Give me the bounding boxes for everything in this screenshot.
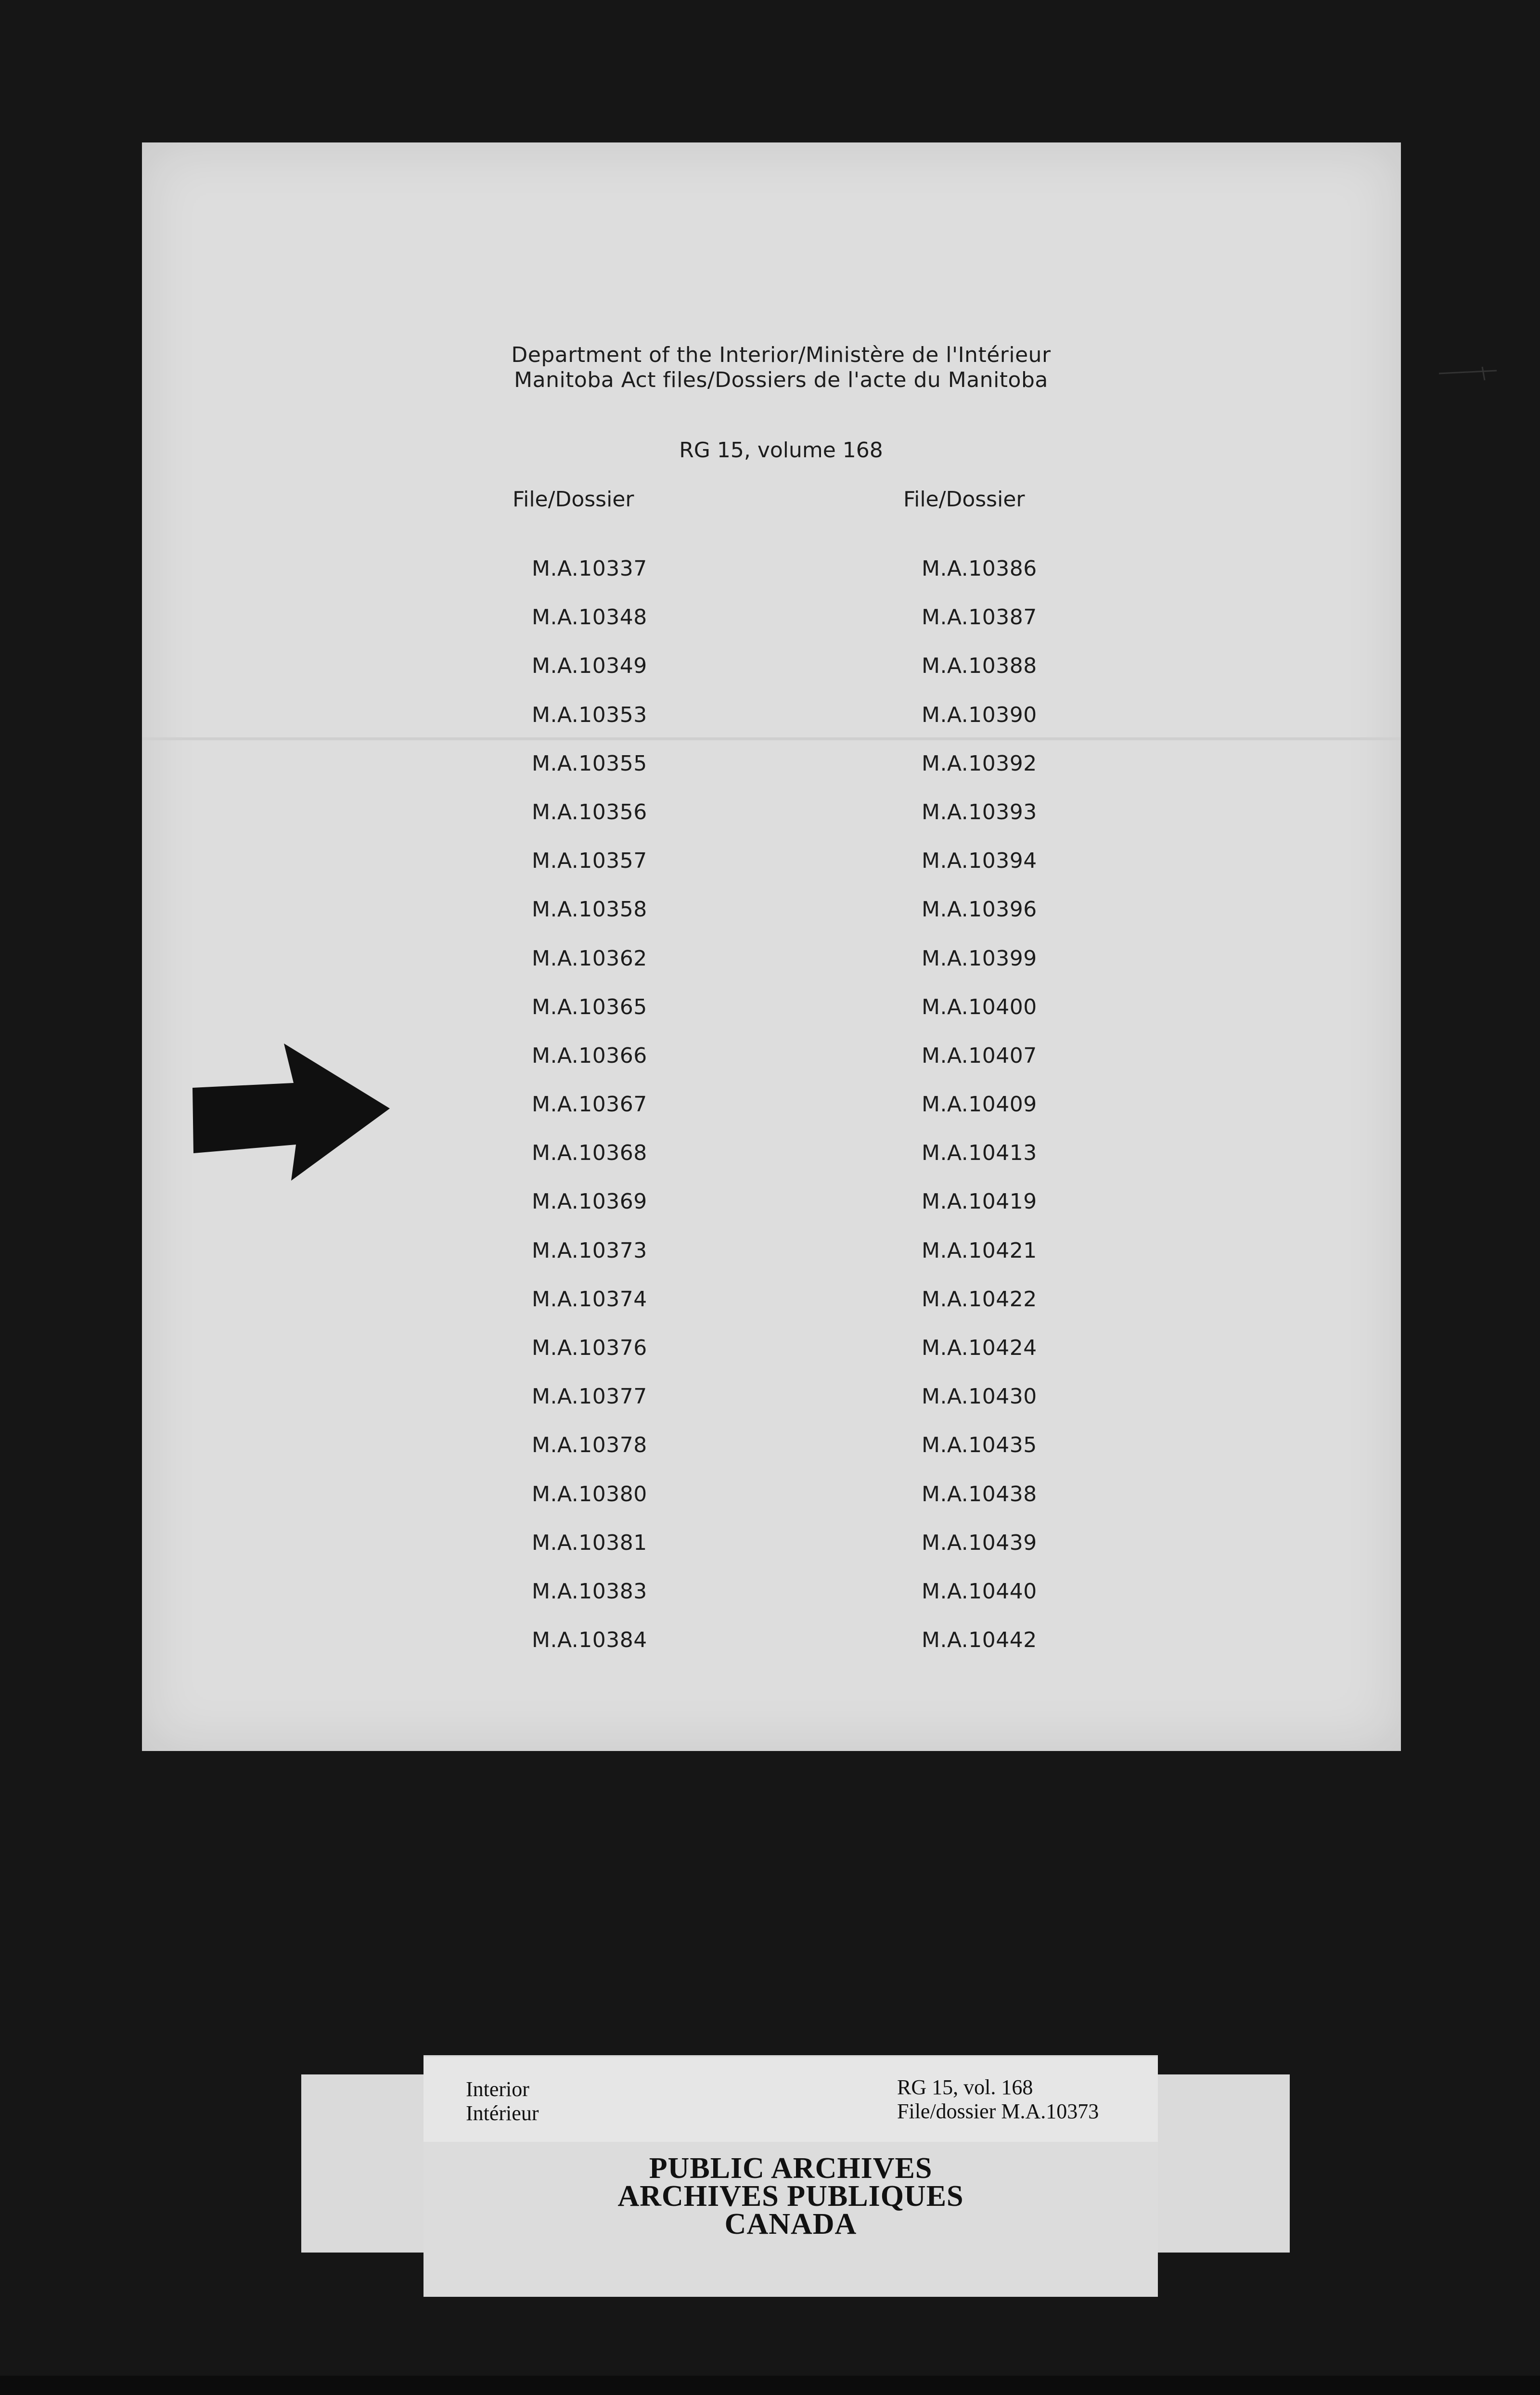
label-gap-right: [1158, 2057, 1254, 2074]
file-entry: M.A.10392: [922, 751, 1037, 776]
file-entry: M.A.10362: [532, 946, 647, 971]
paper-fold-line: [142, 737, 1401, 740]
file-list-left: [532, 556, 647, 1676]
document-sheet: [142, 142, 1401, 1751]
file-entry: M.A.10337: [532, 556, 647, 581]
file-entry: M.A.10421: [922, 1238, 1037, 1263]
label-department-en: Interior: [466, 2077, 529, 2101]
file-entry: M.A.10388: [922, 654, 1037, 679]
stamp-line-en: PUBLIC ARCHIVES: [649, 2152, 933, 2185]
file-entry: M.A.10374: [532, 1287, 647, 1312]
file-entry: M.A.10368: [532, 1141, 647, 1166]
stamp-line-fr: ARCHIVES PUBLIQUES: [617, 2180, 964, 2213]
file-entry: M.A.10355: [532, 751, 647, 776]
film-edge: [0, 2376, 1540, 2395]
file-entry: M.A.10366: [532, 1043, 647, 1068]
file-entry: M.A.10387: [922, 605, 1037, 630]
file-entry: M.A.10348: [532, 605, 647, 630]
file-entry: M.A.10396: [922, 897, 1037, 922]
file-entry: M.A.10440: [922, 1579, 1037, 1604]
file-entry: M.A.10376: [532, 1336, 647, 1360]
header-department: Department of the Interior/Ministère de l'Intérieur: [511, 343, 1051, 367]
file-entry: M.A.10381: [532, 1530, 647, 1555]
file-entry: M.A.10442: [922, 1628, 1037, 1653]
label-department-fr: Intérieur: [466, 2101, 539, 2125]
file-entry: M.A.10419: [922, 1189, 1037, 1214]
file-entry: M.A.10409: [922, 1092, 1037, 1117]
file-entry: M.A.10393: [922, 799, 1037, 824]
file-entry: M.A.10383: [532, 1579, 647, 1604]
file-entry: M.A.10349: [532, 654, 647, 679]
volume-reference: RG 15, volume 168: [679, 438, 883, 463]
file-entry: M.A.10399: [922, 946, 1037, 971]
file-entry: M.A.10373: [532, 1238, 647, 1263]
file-entry: M.A.10369: [532, 1189, 647, 1214]
file-entry: M.A.10407: [922, 1043, 1037, 1068]
pen-mark-icon: [1437, 364, 1499, 383]
file-entry: M.A.10390: [922, 702, 1037, 727]
file-entry: M.A.10435: [922, 1433, 1037, 1458]
file-entry: M.A.10357: [532, 849, 647, 874]
file-entry: M.A.10438: [922, 1481, 1037, 1507]
column-header-left: File/Dossier: [513, 487, 634, 512]
stamp-line-country: CANADA: [724, 2208, 857, 2240]
file-entry: M.A.10386: [922, 556, 1037, 581]
file-entry: M.A.10367: [532, 1092, 647, 1117]
file-entry: M.A.10365: [532, 994, 647, 1019]
file-entry: M.A.10377: [532, 1384, 647, 1409]
file-entry: M.A.10378: [532, 1433, 647, 1458]
file-entry: M.A.10430: [922, 1384, 1037, 1409]
file-entry: M.A.10400: [922, 994, 1037, 1019]
file-list-right: [922, 556, 1037, 1676]
file-entry: M.A.10384: [532, 1628, 647, 1653]
arrow-marker-icon: [188, 1043, 395, 1183]
file-entry: M.A.10439: [922, 1530, 1037, 1555]
label-volume: RG 15, vol. 168: [897, 2075, 1033, 2099]
file-entry: M.A.10394: [922, 849, 1037, 874]
file-entry: M.A.10424: [922, 1336, 1037, 1360]
file-entry: M.A.10413: [922, 1141, 1037, 1166]
archives-stamp: [424, 2154, 1158, 2238]
label-file: File/dossier M.A.10373: [897, 2099, 1099, 2123]
file-entry: M.A.10380: [532, 1481, 647, 1507]
file-entry: M.A.10353: [532, 702, 647, 727]
column-header-right: File/Dossier: [903, 487, 1025, 512]
file-entry: M.A.10422: [922, 1287, 1037, 1312]
header-series: Manitoba Act files/Dossiers de l'acte du Manitoba: [514, 368, 1048, 392]
label-gap-left: [301, 2057, 424, 2074]
file-entry: M.A.10358: [532, 897, 647, 922]
file-entry: M.A.10356: [532, 799, 647, 824]
